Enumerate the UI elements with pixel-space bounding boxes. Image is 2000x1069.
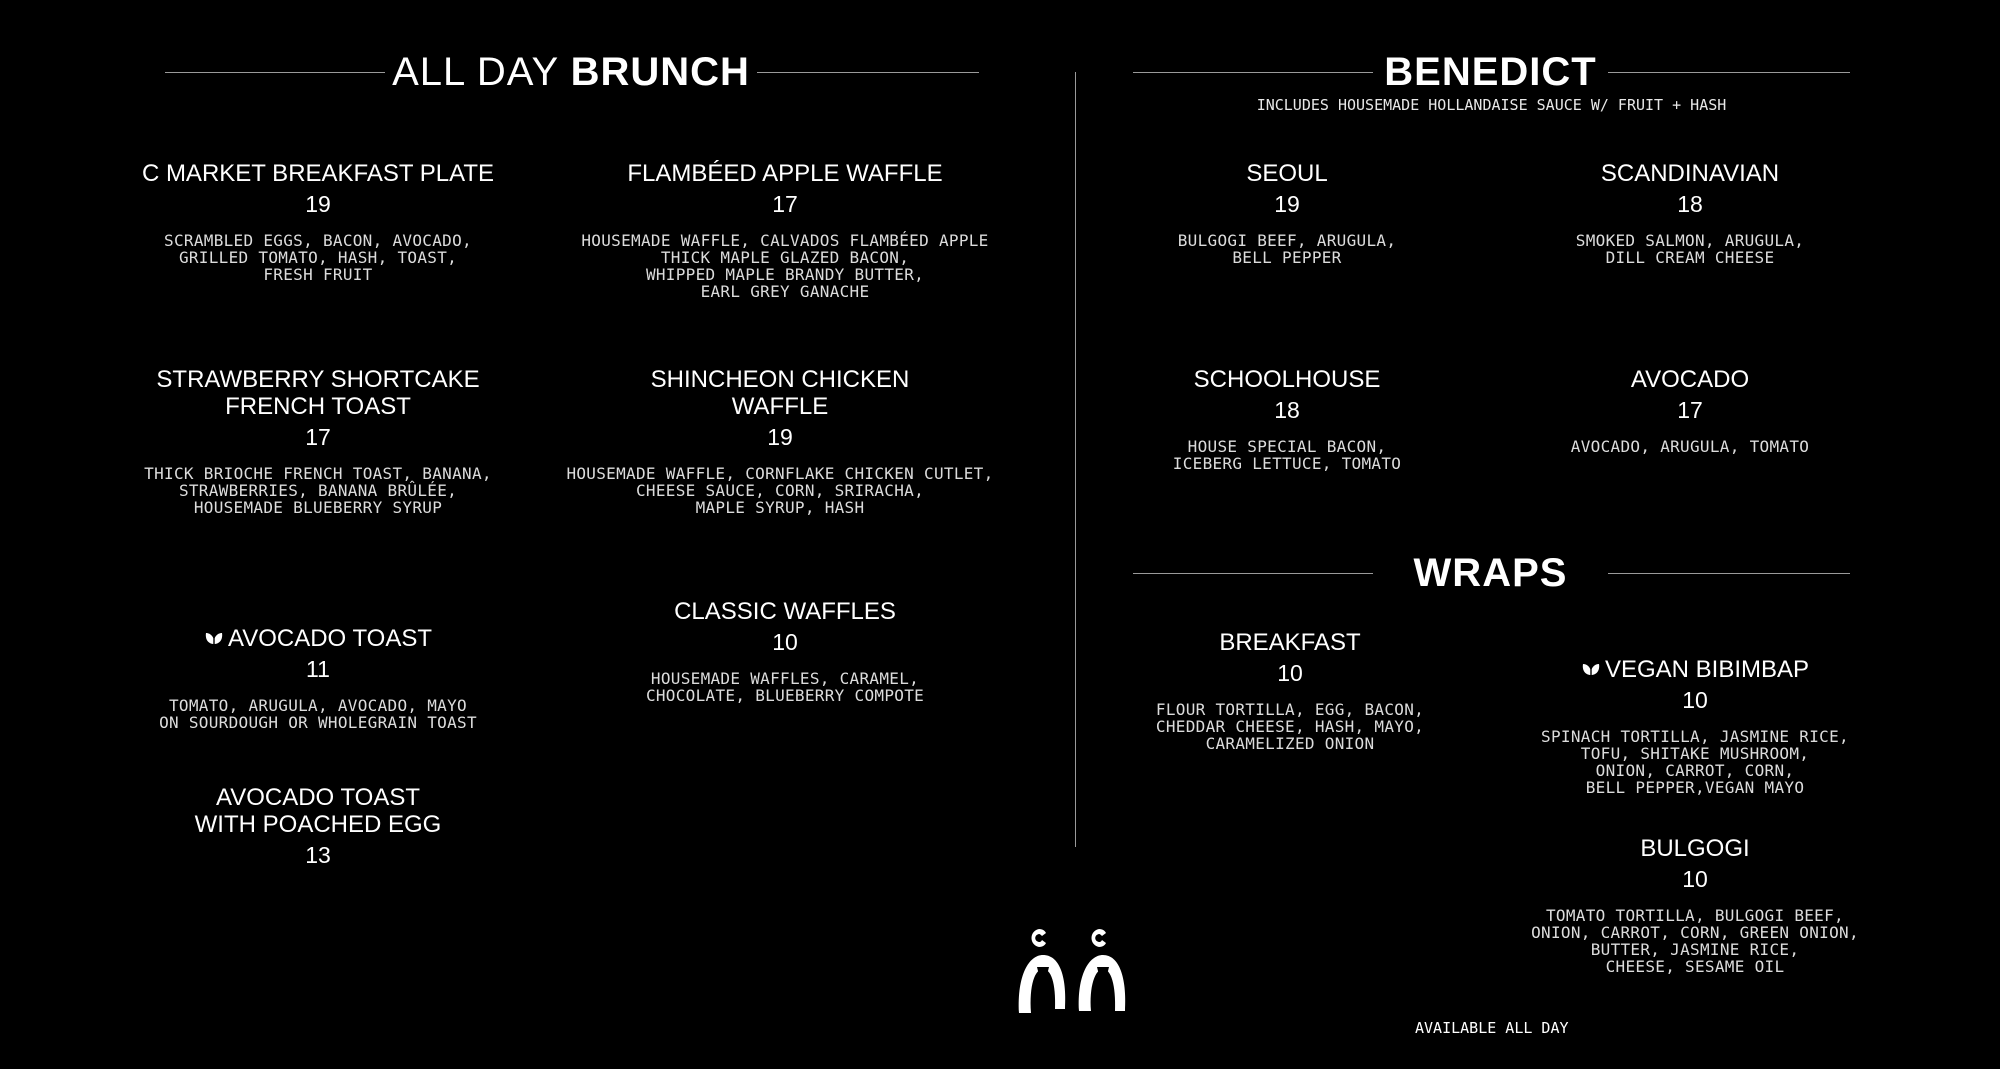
menu-item-scandinavian [1540, 160, 1840, 266]
item-name-row [118, 598, 518, 652]
wraps-rule-right [1608, 573, 1850, 574]
item-name: STRAWBERRY SHORTCAKE FRENCH TOAST [156, 366, 480, 420]
leaf-icon [1581, 661, 1601, 677]
menu-item-classic-waffles [585, 598, 985, 704]
menu-item-seoul [1137, 160, 1437, 266]
availability-note: AVAILABLE ALL DAY [1415, 1019, 1569, 1037]
item-description: TOMATO, ARUGULA, AVOCADO, MAYO ON SOURDOUGH OR WHOLEGRAIN TOAST [159, 696, 477, 732]
item-price: 19 [767, 424, 793, 450]
item-name: FLAMBÉED APPLE WAFFLE [627, 160, 943, 187]
menu-item-avocado-toast [118, 598, 518, 731]
item-description: TOMATO TORTILLA, BULGOGI BEEF, ONION, CARROT, CORN, GREEN ONION, BUTTER, JASMINE RICE, CHEESE, SESAME OIL [1531, 906, 1859, 976]
item-description: AVOCADO, ARUGULA, TOMATO [1570, 437, 1810, 456]
item-name: SHINCHEON CHICKEN WAFFLE [650, 366, 910, 420]
item-price: 10 [1682, 866, 1708, 892]
item-name: VEGAN BIBIMBAP [1604, 656, 1810, 683]
cc-logo [1015, 905, 1135, 1025]
item-price: 10 [1682, 687, 1708, 713]
brunch-heading-bold: BRUNCH [570, 50, 750, 94]
item-price: 17 [772, 191, 798, 217]
item-description: SCRAMBLED EGGS, BACON, AVOCADO, GRILLED TOMATO, HASH, TOAST, FRESH FRUIT [164, 231, 472, 284]
benedict-rule-left [1133, 72, 1373, 73]
wraps-rule-left [1133, 573, 1373, 574]
item-description: SPINACH TORTILLA, JASMINE RICE, TOFU, SHITAKE MUSHROOM, ONION, CARROT, CORN, BELL PEPPER,VEGAN MAYO [1541, 727, 1849, 797]
column-divider [1075, 72, 1076, 847]
item-description: HOUSE SPECIAL BACON, ICEBERG LETTUCE, TOMATO [1172, 437, 1402, 473]
menu-item-avocado-benedict [1540, 366, 1840, 455]
item-price: 17 [305, 424, 331, 450]
item-price: 10 [1277, 660, 1303, 686]
benedict-heading: BENEDICT [1384, 50, 1597, 94]
leaf-icon [204, 630, 224, 646]
item-description: HOUSEMADE WAFFLE, CORNFLAKE CHICKEN CUTLET, CHEESE SAUCE, CORN, SRIRACHA, MAPLE SYRUP, HASH [566, 464, 994, 517]
menu-item-breakfast-wrap [1140, 629, 1440, 752]
menu-item-c-market-breakfast-plate [118, 160, 518, 283]
item-name: C MARKET BREAKFAST PLATE [141, 160, 495, 187]
item-name: SCANDINAVIAN [1600, 160, 1780, 187]
item-description: FLOUR TORTILLA, EGG, BACON, CHEDDAR CHEESE, HASH, MAYO, CARAMELIZED ONION [1155, 700, 1425, 753]
item-name: SEOUL [1246, 160, 1328, 187]
item-price: 19 [305, 191, 331, 217]
wraps-heading: WRAPS [1413, 551, 1568, 595]
brunch-rule-left [165, 72, 385, 73]
benedict-rule-right [1608, 72, 1850, 73]
menu-item-vegan-bibimbap [1520, 629, 1870, 796]
item-price: 19 [1274, 191, 1300, 217]
item-price: 10 [772, 629, 798, 655]
item-description: HOUSEMADE WAFFLES, CARAMEL, CHOCOLATE, BLUEBERRY COMPOTE [645, 669, 925, 705]
menu-item-bulgogi-wrap [1495, 835, 1895, 975]
item-name: AVOCADO TOAST [227, 625, 433, 652]
menu-item-avocado-toast-poached-egg [118, 784, 518, 868]
item-price: 11 [306, 656, 330, 682]
item-name: BULGOGI [1640, 835, 1750, 862]
item-name: CLASSIC WAFFLES [674, 598, 896, 625]
item-price: 18 [1274, 397, 1300, 423]
menu-item-schoolhouse [1137, 366, 1437, 472]
item-name: SCHOOLHOUSE [1193, 366, 1381, 393]
item-name: AVOCADO [1630, 366, 1750, 393]
item-price: 17 [1677, 397, 1703, 423]
menu-item-strawberry-shortcake-french-toast [118, 366, 518, 516]
item-price: 18 [1677, 191, 1703, 217]
benedict-note: INCLUDES HOUSEMADE HOLLANDAISE SAUCE W/ FRUIT + HASH [1256, 96, 1727, 114]
item-price: 13 [305, 842, 331, 868]
item-description: SMOKED SALMON, ARUGULA, DILL CREAM CHEESE [1575, 231, 1805, 267]
menu-item-flambeed-apple-waffle [545, 160, 1025, 300]
item-name-row [1520, 629, 1870, 683]
menu-item-shincheon-chicken-waffle [545, 366, 1015, 516]
item-description: HOUSEMADE WAFFLE, CALVADOS FLAMBÉED APPLE THICK MAPLE GLAZED BACON, WHIPPED MAPLE BRANDY BUTTER, EARL GREY GANACHE [581, 231, 989, 301]
brunch-rule-right [757, 72, 979, 73]
item-description: THICK BRIOCHE FRENCH TOAST, BANANA, STRAWBERRIES, BANANA BRÛLÉE, HOUSEMADE BLUEBERRY SYRUP [144, 464, 492, 517]
brunch-heading [385, 52, 757, 92]
brunch-heading-light: ALL DAY [392, 50, 559, 94]
item-name: BREAKFAST [1219, 629, 1361, 656]
item-description: BULGOGI BEEF, ARUGULA, BELL PEPPER [1177, 231, 1397, 267]
item-name: AVOCADO TOAST WITH POACHED EGG [194, 784, 442, 838]
